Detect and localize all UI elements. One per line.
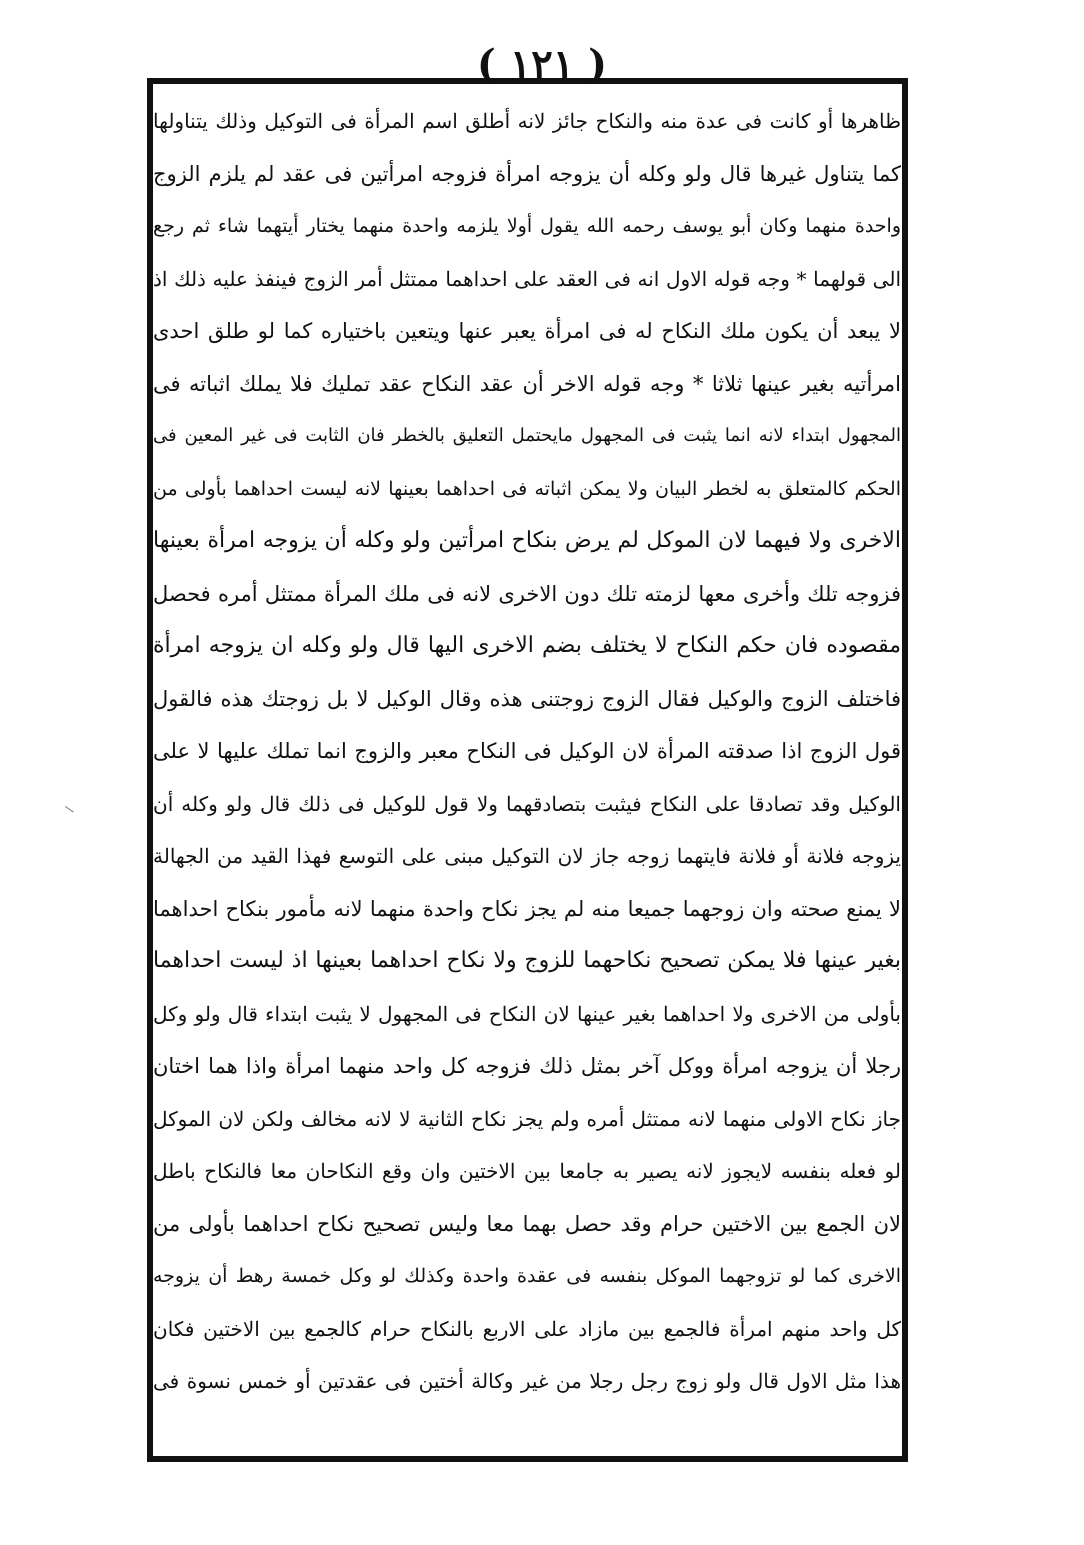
text-line: قول الزوج اذا صدقته المرأة لان الوكيل فى النكاح معبر والزوج انما تملك عليها لا على [153,739,901,763]
text-line: يزوجه فلانة أو فلانة فايتهما زوجه جاز لان التوكيل مبنى على التوسع فهذا القيد من الجهالة [153,844,901,868]
text-line: امرأتيه بغير عينها ثلاثا * وجه قوله الاخر أن عقد النكاح عقد تمليك فلا يملك اثباته فى [153,371,901,396]
text-line: كما يتناول غيرها قال ولو وكله أن يزوجه امرأة فزوجه امرأتين فى عقد لم يلزم الزوج [153,161,901,186]
text-line: جاز نكاح الاولى منهما لانه ممتثل أمره ولم يجز نكاح الثانية لا لانه مخالف ولكن لان الموكل [153,1106,901,1131]
text-line: الوكيل وقد تصادقا على النكاح فيثبت بتصادقهما ولا قول للوكيل فى ذلك قال ولو وكله أن [153,791,901,816]
text-line: المجهول ابتداء لانه انما يثبت فى المجهول مايحتمل التعليق بالخطر فان الثابت فى غير المعين فى [153,425,901,446]
text-line: رجلا أن يزوجه امرأة ووكل آخر بمثل ذلك فزوجه كل واحد منهما امرأة واذا هما اختان [153,1054,901,1078]
text-line: لا يبعد أن يكون ملك النكاح له فى امرأة يعبر عنها ويتعين باختياره كما لو طلق احدى [153,319,901,343]
text-line: فزوجه تلك وأخرى معها لزمته تلك دون الاخرى لانه فى ملك المرأة ممتثل أمره فحصل [153,581,901,606]
text-line: لان الجمع بين الاختين حرام وقد حصل بهما معا وليس تصحيح نكاح احداهما بأولى من [153,1211,901,1236]
text-line: مقصوده فان حكم النكاح لا يختلف بضم الاخرى اليها قال ولو وكله ان يزوجه امرأة [153,633,901,658]
text-line: الاخرى كما لو تزوجهما الموكل بنفسه فى عقدة واحدة وكذلك لو وكل خمسة رهط أن يزوجه [153,1265,901,1287]
text-line: فاختلف الزوج والوكيل فقال الزوج زوجتنى هذه وقال الوكيل لا بل زوجتك هذه فالقول [153,686,901,711]
text-line: لا يمنع صحته وان زوجهما جميعا منه لم يجز نكاح واحدة منهما لانه مأمور بنكاح احداهما [153,896,901,921]
text-line: ظاهرها أو كانت فى عدة منه والنكاح جائز لانه أطلق اسم المرأة فى التوكيل وذلك يتناولها [153,109,901,133]
text-line: واحدة منهما وكان أبو يوسف رحمه الله يقول أولا يلزمه واحدة منهما يختار أيتهما شاء ثم رجع [153,215,901,237]
text-line: هذا مثل الاول قال ولو زوج رجل رجلا من غير وكالة أختين فى عقدتين أو خمس نسوة فى [153,1369,901,1393]
page-number: ( ١٢١ ) [476,41,608,88]
text-line: بأولى من الاخرى ولا احداهما بغير عينها لان النكاح فى المجهول لا يثبت ابتداء قال ولو وكل [153,1001,901,1026]
body-text [153,95,901,1408]
text-line: الحكم كالمتعلق به لخطر البيان ولا يمكن اثباته فى احداهما بعينها لانه ليست احداهما بأولى من [153,477,901,500]
stray-scan-mark [60,806,73,819]
text-line: بغير عينها فلا يمكن تصحيح نكاحهما للزوج ولا نكاح احداهما بعينها اذ ليست احداهما [153,948,901,973]
text-line: الى قولهما * وجه قوله الاول انه فى العقد على احداهما ممتثل أمر الزوج فينفذ عليه ذلك اذ [153,266,901,291]
text-line: الاخرى ولا فيهما لان الموكل لم يرض بنكاح امرأتين ولو وكله أن يزوجه امرأة بعينها [153,528,901,553]
text-line: لو فعله بنفسه لايجوز لانه يصير به جامعا بين الاختين وان وقع النكاحان معا فالنكاح باطل [153,1159,901,1183]
text-line: كل واحد منهم امرأة فالجمع بين مازاد على الاربع بالنكاح حرام كالجمع بين الاختين فكان [153,1316,901,1341]
